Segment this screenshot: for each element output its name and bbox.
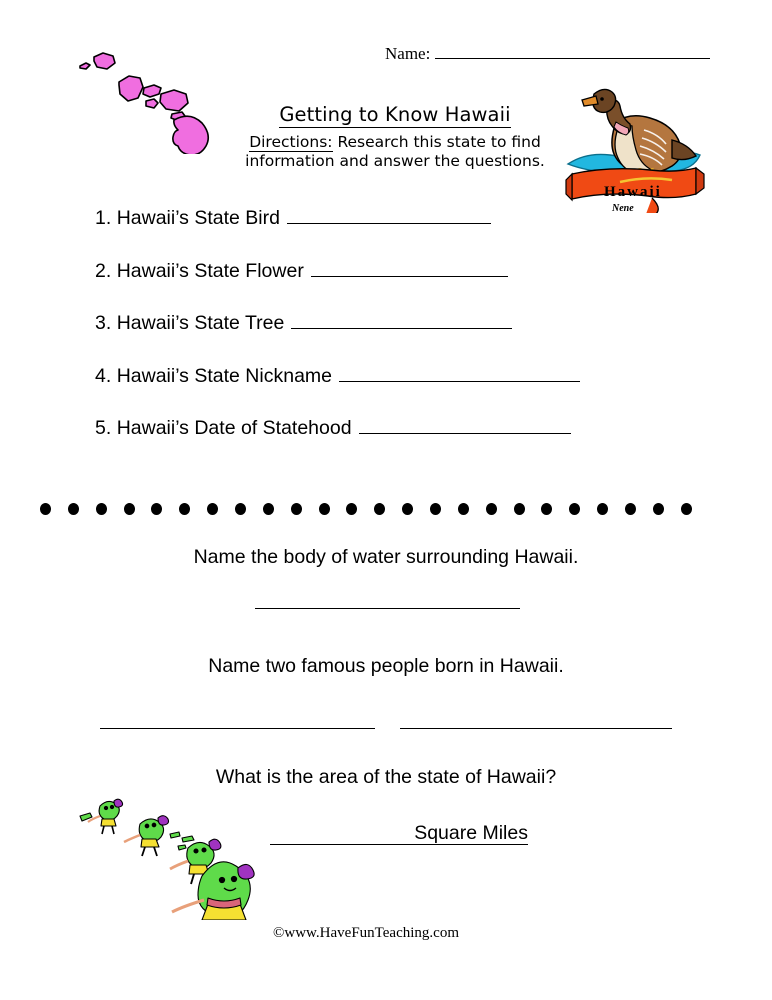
bird-banner-text: Hawaii	[604, 184, 662, 200]
people-question: Name two famous people born in Hawaii.	[208, 655, 564, 677]
name-field-row	[385, 44, 710, 64]
question-number: 3.	[95, 312, 112, 334]
area-units-label: Square Miles	[414, 822, 528, 844]
divider-dot	[40, 503, 51, 515]
answer-blank-3[interactable]	[291, 314, 512, 329]
water-answer-blank[interactable]	[255, 608, 520, 609]
people-answer-blank-1[interactable]	[100, 728, 375, 729]
question-number: 5.	[95, 417, 112, 439]
divider-dot	[374, 503, 385, 515]
question-number: 2.	[95, 259, 112, 282]
name-label: Name:	[385, 44, 431, 63]
divider-dot	[207, 503, 218, 515]
question-label: Hawaii’s State Nickname	[116, 364, 332, 387]
divider-dot	[263, 503, 274, 515]
divider-dot	[653, 503, 664, 515]
question-label: Hawaii’s State Bird	[116, 207, 280, 229]
dot-divider	[40, 503, 692, 515]
divider-dot	[124, 503, 135, 515]
divider-dot	[514, 503, 525, 515]
divider-dot	[569, 503, 580, 515]
nene-goose-icon	[560, 78, 710, 213]
numbered-question-list	[95, 209, 695, 472]
question-row	[95, 259, 695, 282]
directions-text	[200, 133, 590, 171]
question-label: Hawaii’s Date of Statehood	[116, 417, 352, 439]
footer-copyright: ©www.HaveFunTeaching.com	[273, 925, 459, 941]
answer-blank-2[interactable]	[311, 262, 508, 277]
divider-dot	[681, 503, 692, 515]
divider-dot	[486, 503, 497, 515]
divider-dot	[291, 503, 302, 515]
divider-dot	[235, 503, 246, 515]
divider-dot	[151, 503, 162, 515]
divider-dot	[458, 503, 469, 515]
divider-dot	[96, 503, 107, 515]
answer-blank-5[interactable]	[359, 419, 571, 434]
page-title-wrap	[200, 104, 590, 128]
question-label: Hawaii’s State Flower	[116, 259, 304, 282]
divider-dot	[346, 503, 357, 515]
page-title: Getting to Know Hawaii	[279, 104, 510, 128]
divider-dot	[541, 503, 552, 515]
area-answer-row[interactable]	[270, 823, 528, 845]
question-label: Hawaii’s State Tree	[116, 312, 285, 334]
water-question: Name the body of water surrounding Hawaii.	[193, 546, 579, 568]
directions-line-1: Research this state to find	[332, 133, 541, 152]
directions-line-2: information and answer the questions.	[245, 152, 545, 171]
title-block	[200, 104, 590, 171]
question-row	[95, 314, 695, 334]
divider-dot	[319, 503, 330, 515]
area-question: What is the area of the state of Hawaii?	[215, 766, 557, 788]
question-row	[95, 419, 695, 439]
hula-islands-icon	[74, 792, 274, 920]
answer-blank-1[interactable]	[287, 209, 491, 224]
divider-dot	[430, 503, 441, 515]
directions-label: Directions:	[249, 133, 333, 152]
divider-dot	[625, 503, 636, 515]
answer-blank-4[interactable]	[339, 367, 580, 382]
divider-dot	[402, 503, 413, 515]
divider-dot	[68, 503, 79, 515]
question-number: 4.	[95, 364, 112, 387]
bird-caption: Nene	[612, 203, 634, 213]
question-row	[95, 209, 695, 229]
question-row	[95, 364, 695, 387]
divider-dot	[597, 503, 608, 515]
divider-dot	[179, 503, 190, 515]
name-blank-line[interactable]	[435, 46, 710, 59]
people-answer-blank-2[interactable]	[400, 728, 672, 729]
question-number: 1.	[95, 207, 112, 229]
